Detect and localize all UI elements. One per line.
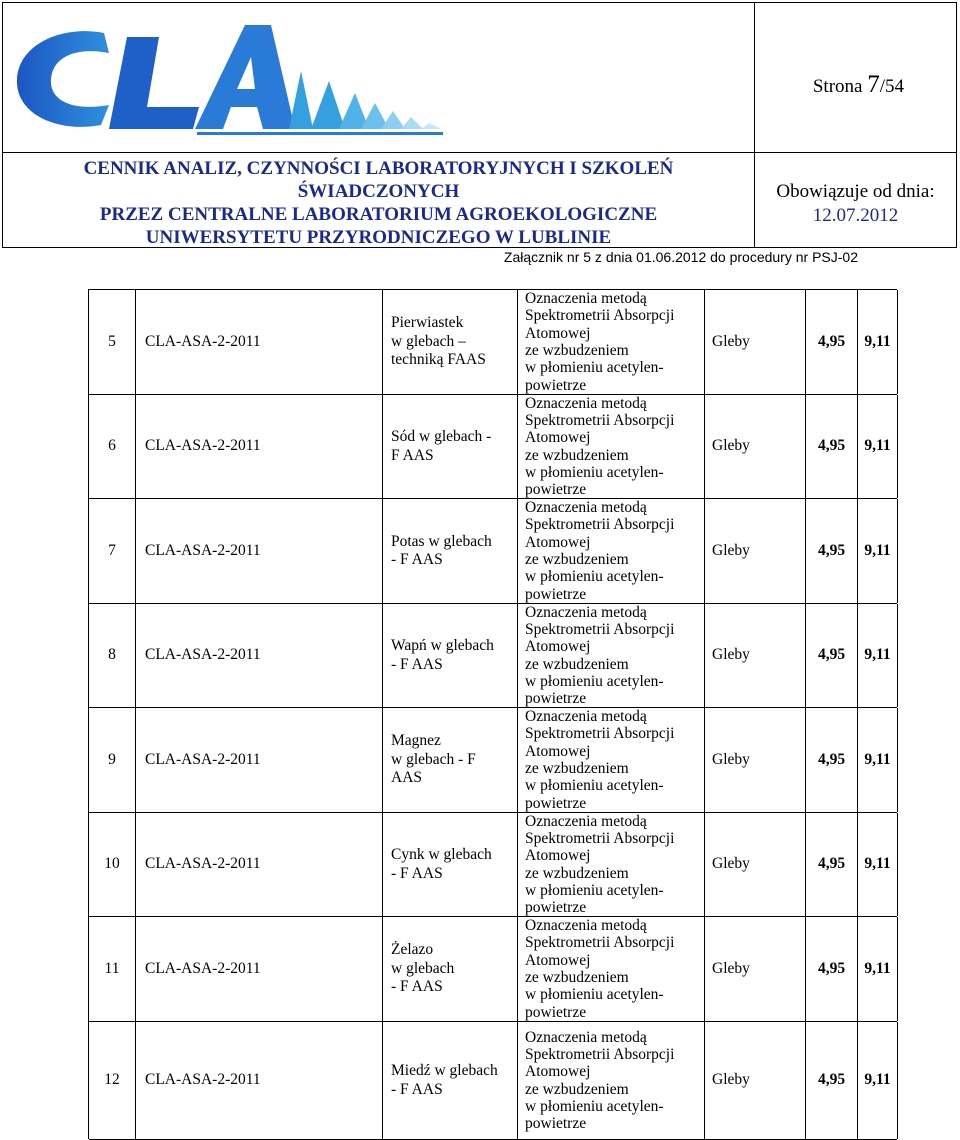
logo-cell — [3, 3, 755, 153]
material-type-cell — [705, 499, 806, 603]
material-type-cell — [705, 708, 806, 812]
row-number: 12 — [104, 1071, 120, 1089]
table-row — [89, 917, 897, 1022]
title-line: ŚWIADCZONYCH — [297, 181, 460, 202]
price-gross-cell — [858, 917, 898, 1021]
row-number: 11 — [104, 959, 120, 977]
row-number: 10 — [104, 855, 120, 873]
procedure-code-cell — [136, 604, 383, 707]
method-description: Oznaczenia metodą Spektrometrii Absorpcji Atomowej ze wzbudzeniem w płomieniu acetylen- powietrze — [525, 290, 675, 394]
title-line: PRZEZ CENTRALNE LABORATORIUM AGROEKOLOGICZNE — [99, 204, 658, 225]
material-type: Gleby — [712, 959, 750, 977]
page-total: /54 — [879, 76, 904, 97]
analysis-name-cell — [383, 917, 518, 1021]
analysis-name: Sód w glebach - F AAS — [391, 428, 492, 464]
row-number-cell — [89, 708, 136, 812]
row-number-cell — [89, 917, 136, 1021]
method-description: Oznaczenia metodą Spektrometrii Absorpcji Atomowej ze wzbudzeniem w płomieniu acetylen- powietrze — [525, 708, 675, 812]
procedure-code-cell — [136, 290, 383, 394]
analysis-name: Żelazo w glebach - F AAS — [391, 941, 455, 996]
price-net-cell — [806, 708, 858, 812]
material-type: Gleby — [712, 855, 750, 873]
price-net-cell — [806, 1022, 858, 1139]
material-type: Gleby — [712, 437, 750, 455]
table-row — [89, 604, 897, 708]
procedure-code-cell — [136, 813, 383, 916]
table-row — [89, 499, 897, 604]
method-description-cell — [518, 395, 705, 498]
row-number-cell — [89, 395, 136, 498]
row-number-cell — [89, 499, 136, 603]
procedure-code: CLA-ASA-2-2011 — [145, 437, 261, 455]
analysis-name-cell — [383, 708, 518, 812]
table-row — [89, 813, 897, 917]
price-gross-cell — [858, 395, 898, 498]
table-row — [89, 290, 897, 395]
method-description-cell — [518, 1022, 705, 1139]
price-gross: 9,11 — [864, 1071, 891, 1089]
analysis-name-cell — [383, 813, 518, 916]
price-net: 4,95 — [817, 1071, 846, 1089]
analysis-name-cell — [383, 604, 518, 707]
price-gross-cell — [858, 813, 898, 916]
row-number: 7 — [108, 541, 116, 559]
price-net-cell — [806, 395, 858, 498]
method-description: Oznaczenia metodą Spektrometrii Absorpcji Atomowej ze wzbudzeniem w płomieniu acetylen- powietrze — [525, 603, 675, 708]
price-gross-cell — [858, 708, 898, 812]
analysis-name-cell — [383, 395, 518, 498]
price-gross-cell — [858, 290, 898, 394]
material-type: Gleby — [712, 646, 750, 664]
price-gross: 9,11 — [864, 959, 891, 977]
procedure-code-cell — [136, 395, 383, 498]
procedure-code-cell — [136, 1022, 383, 1139]
table-row — [89, 395, 897, 499]
material-type: Gleby — [712, 750, 750, 768]
analysis-name: Magnez w glebach - F AAS — [391, 732, 476, 787]
attachment-note: Załącznik nr 5 z dnia 01.06.2012 do procedury nr PSJ-02 — [503, 249, 858, 265]
method-description: Oznaczenia metodą Spektrometrii Absorpcji Atomowej ze wzbudzeniem w płomieniu acetylen- powietrze — [525, 917, 675, 1021]
table-row — [89, 708, 897, 813]
analysis-name-cell — [383, 1022, 518, 1139]
analysis-name: Wapń w glebach - F AAS — [391, 637, 494, 673]
price-net: 4,95 — [817, 541, 846, 559]
row-number-cell — [89, 1022, 136, 1139]
analysis-name: Potas w glebach - F AAS — [391, 532, 492, 568]
title-cell — [3, 153, 755, 247]
procedure-code: CLA-ASA-2-2011 — [145, 959, 261, 977]
material-type-cell — [705, 917, 806, 1021]
price-net: 4,95 — [817, 646, 846, 664]
row-number: 6 — [108, 437, 116, 455]
analysis-name: Miedź w glebach - F AAS — [391, 1062, 498, 1098]
valid-from-date: 12.07.2012 — [812, 205, 899, 226]
page-number-cell — [755, 3, 956, 153]
price-gross: 9,11 — [864, 437, 891, 455]
material-type-cell — [705, 290, 806, 394]
analysis-name: Pierwiastek w glebach – techniką FAAS — [391, 314, 486, 369]
price-net: 4,95 — [817, 437, 846, 455]
document-header — [2, 2, 957, 248]
material-type-cell — [705, 1022, 806, 1139]
price-gross: 9,11 — [864, 646, 891, 664]
price-gross: 9,11 — [864, 855, 891, 873]
price-net-cell — [806, 917, 858, 1021]
title-line: UNIWERSYTETU PRZYRODNICZEGO W LUBLINIE — [145, 227, 612, 248]
row-number-cell — [89, 604, 136, 707]
procedure-code: CLA-ASA-2-2011 — [145, 646, 261, 664]
price-gross: 9,11 — [864, 750, 891, 768]
procedure-code-cell — [136, 917, 383, 1021]
table-row — [89, 1022, 897, 1140]
validity-cell — [755, 153, 956, 247]
price-net: 4,95 — [817, 855, 846, 873]
material-type: Gleby — [712, 541, 750, 559]
price-gross: 9,11 — [864, 541, 891, 559]
cla-logo — [9, 11, 449, 146]
analysis-name-cell — [383, 499, 518, 603]
procedure-code: CLA-ASA-2-2011 — [145, 332, 261, 350]
method-description: Oznaczenia metodą Spektrometrii Absorpcji Atomowej ze wzbudzeniem w płomieniu acetylen- powietrze — [525, 499, 675, 603]
price-net: 4,95 — [817, 959, 846, 977]
page-number — [813, 71, 904, 99]
price-net: 4,95 — [817, 332, 846, 350]
method-description-cell — [518, 813, 705, 916]
valid-from-label: Obowiązuje od dnia: — [776, 181, 935, 202]
row-number: 9 — [108, 750, 116, 768]
row-number: 8 — [108, 646, 116, 664]
material-type-cell — [705, 813, 806, 916]
procedure-code: CLA-ASA-2-2011 — [145, 1071, 261, 1089]
procedure-code-cell — [136, 499, 383, 603]
material-type: Gleby — [712, 332, 750, 350]
page-prefix: Strona — [812, 76, 868, 97]
method-description-cell — [518, 290, 705, 394]
price-gross-cell — [858, 1022, 898, 1139]
price-gross: 9,11 — [864, 332, 891, 350]
price-table — [88, 289, 897, 1139]
page-current: 7 — [867, 71, 880, 98]
procedure-code-cell — [136, 708, 383, 812]
material-type-cell — [705, 604, 806, 707]
procedure-code: CLA-ASA-2-2011 — [145, 541, 261, 559]
price-net-cell — [806, 290, 858, 394]
method-description: Oznaczenia metodą Spektrometrii Absorpcji Atomowej ze wzbudzeniem w płomieniu acetylen- powietrze — [525, 1028, 675, 1133]
method-description: Oznaczenia metodą Spektrometrii Absorpcji Atomowej ze wzbudzeniem w płomieniu acetylen- powietrze — [525, 812, 675, 917]
price-gross-cell — [858, 499, 898, 603]
price-net-cell — [806, 604, 858, 707]
analysis-name: Cynk w glebach - F AAS — [391, 846, 492, 882]
material-type-cell — [705, 395, 806, 498]
method-description-cell — [518, 499, 705, 603]
row-number-cell — [89, 813, 136, 916]
price-net: 4,95 — [817, 750, 846, 768]
price-net-cell — [806, 813, 858, 916]
method-description-cell — [518, 604, 705, 707]
method-description-cell — [518, 708, 705, 812]
row-number-cell — [89, 290, 136, 394]
method-description: Oznaczenia metodą Spektrometrii Absorpcji Atomowej ze wzbudzeniem w płomieniu acetylen- powietrze — [525, 394, 675, 499]
material-type: Gleby — [712, 1071, 750, 1089]
title-line: CENNIK ANALIZ, CZYNNOŚCI LABORATORYJNYCH I SZKOLEŃ — [83, 158, 674, 179]
procedure-code: CLA-ASA-2-2011 — [145, 855, 261, 873]
method-description-cell — [518, 917, 705, 1021]
price-net-cell — [806, 499, 858, 603]
document-title — [3, 157, 754, 249]
price-gross-cell — [858, 604, 898, 707]
procedure-code: CLA-ASA-2-2011 — [145, 750, 261, 768]
row-number: 5 — [108, 332, 116, 350]
analysis-name-cell — [383, 290, 518, 394]
